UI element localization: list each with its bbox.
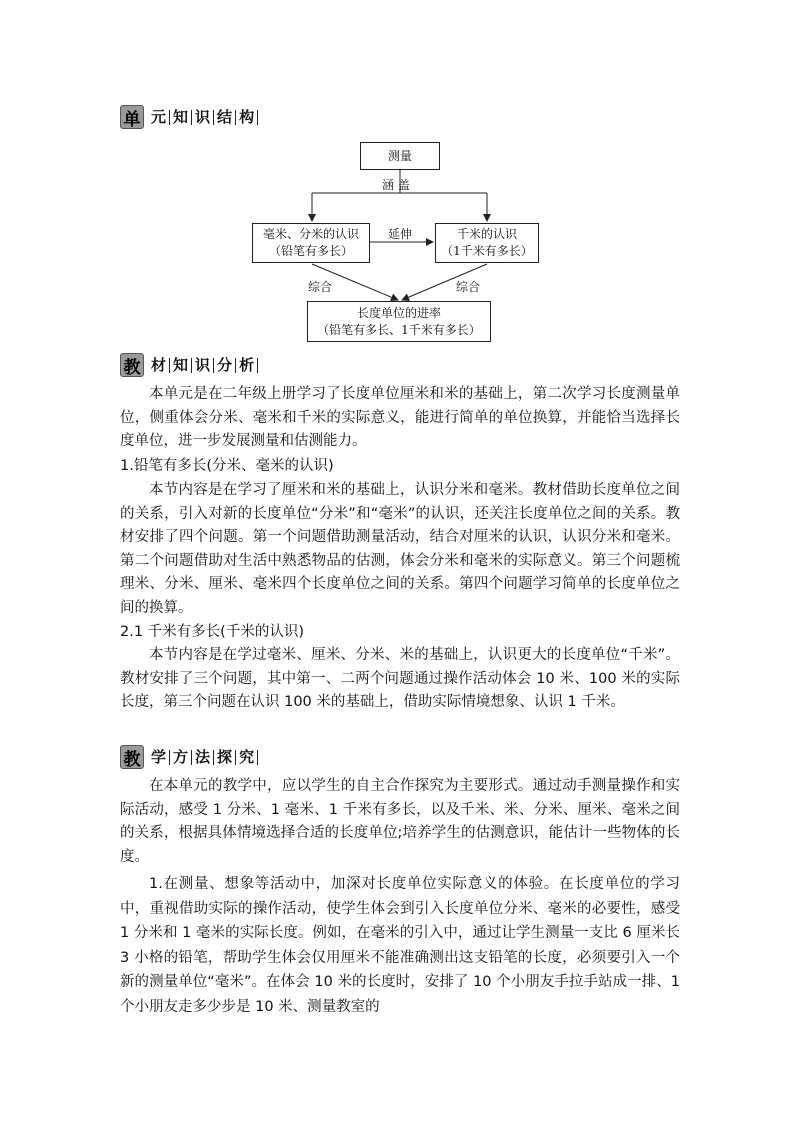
analysis-item2-title: 2.1 千米有多长(千米的认识)	[120, 624, 304, 640]
analysis-item2-text: 本节内容是在学过毫米、厘米、分米、米的基础上，认识更大的长度单位“千米”。教材安排了三个问题，其中第一、二两个问题通过操作活动体会 10 米、100 米的实际长度，第三个问题在认识 100 米的基础上，借助实际情境想象、认识 1 千米。	[120, 647, 680, 710]
section-title: 元 知 识 结 构	[148, 108, 258, 126]
section-heading-structure	[120, 105, 258, 129]
section-badge: 教	[120, 353, 144, 377]
knowledge-structure-diagram	[250, 140, 550, 344]
section-heading-analysis	[120, 353, 258, 377]
method-point1: 1.在测量、想象等活动中，加深对长度单位实际意义的体验。在长度单位的学习中，重视借助实际的操作活动，使学生体会到引入长度单位分米、毫米的必要性，感受 1 分米和 1 毫米的实际长度。例如，在毫米的引入中，通过让学生测量一支比 6 厘米长 3 小格的铅笔，帮助学生体会仅用厘米不能准确测出这支铅笔的长度，必须要引入一个新的测量单位“毫米”。在体会 10 米的长度时，安排了 10 个小朋友手拉手站成一排、1 个小朋友走多少步是 10 米、测量教室的	[120, 876, 680, 1015]
box-km: 千米的认识 （1千米有多长）	[435, 223, 539, 263]
section-title: 材 知 识 分 析	[148, 356, 258, 374]
section-badge: 教	[120, 745, 144, 769]
label-cover: 涵 盖	[382, 178, 410, 192]
box-unit-rate: 长度单位的进率 （铅笔有多长、1千米有多长）	[307, 301, 491, 342]
box-mm-dm: 毫米、分米的认识 （铅笔有多长）	[252, 223, 370, 263]
label-combine-left: 综合	[308, 280, 333, 294]
box-measure: 测量	[360, 142, 440, 170]
method-intro: 在本单元的教学中，应以学生的自主合作探究为主要形式。通过动手测量操作和实际活动，感受 1 分米、1 毫米、1 千米有多长，以及千米、米、分米、厘米、毫米之间的关系，根据具体情境选择合适的长度单位;培养学生的估测意识，能估计一些物体的长度。	[120, 778, 680, 865]
section-title: 学 方 法 探 究	[148, 748, 258, 766]
label-extend: 延伸	[388, 227, 413, 241]
analysis-item1-title: 1.铅笔有多长(分米、毫米的认识)	[120, 458, 334, 474]
analysis-item1-text: 本节内容是在学习了厘米和米的基础上，认识分米和毫米。教材借助长度单位之间的关系，引入对新的长度单位“分米”和“毫米”的认识，还关注长度单位之间的关系。教材安排了四个问题。第一个问题借助测量活动，结合对厘米的认识，认识分米和毫米。第二个问题借助对生活中熟悉物品的估测，体会分米和毫米的实际意义。第三个问题梳理米、分米、厘米、毫米四个长度单位之间的关系。第四个问题学习简单的长度单位之间的换算。	[120, 482, 680, 616]
analysis-intro: 本单元是在二年级上册学习了长度单位厘米和米的基础上，第二次学习长度测量单位，侧重体会分米、毫米和千米的实际意义，能进行简单的单位换算，并能恰当选择长度单位，进一步发展测量和估测能力。	[120, 386, 680, 449]
label-combine-right: 综合	[456, 280, 481, 294]
section-heading-method	[120, 745, 258, 769]
section-badge: 单	[120, 105, 144, 129]
